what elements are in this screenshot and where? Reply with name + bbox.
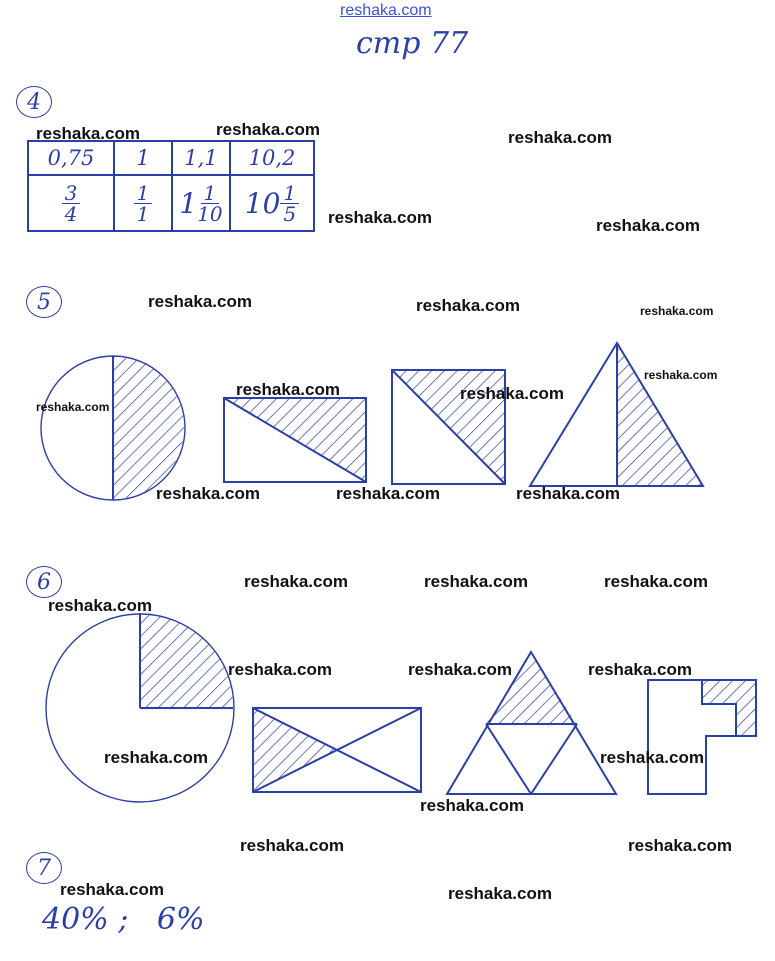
whole-part: 10	[244, 186, 281, 220]
watermark: reshaka.com	[640, 304, 714, 318]
exercise-4-number: 4	[16, 86, 52, 118]
watermark: reshaka.com	[408, 660, 512, 679]
watermark: reshaka.com	[148, 292, 252, 311]
watermark: reshaka.com	[516, 484, 620, 503]
ex5-half-circle-figure	[41, 356, 185, 500]
watermark: reshaka.com	[600, 748, 704, 767]
watermark: reshaka.com	[36, 124, 140, 143]
watermark: reshaka.com	[336, 484, 440, 503]
exercise-6-number: 6	[26, 566, 62, 598]
watermark: reshaka.com	[236, 380, 340, 399]
watermark: reshaka.com	[36, 400, 110, 414]
denominator: 1	[136, 201, 150, 226]
ex5-rectangle-diagonal-figure	[224, 398, 366, 482]
decimal-cell: 0,75	[28, 141, 114, 175]
numerator: 1	[134, 183, 153, 204]
watermark: reshaka.com	[460, 384, 564, 403]
page-label: стр 77	[356, 26, 469, 61]
watermark: reshaka.com	[420, 796, 524, 815]
decimal-cell: 1	[114, 141, 172, 175]
ex6-l-shape-figure	[648, 680, 756, 794]
denominator: 10	[197, 201, 223, 226]
watermark: reshaka.com	[228, 660, 332, 679]
numerator: 3	[62, 183, 81, 204]
watermark: reshaka.com	[628, 836, 732, 855]
decimal-cell: 10,2	[230, 141, 314, 175]
denominator: 4	[64, 201, 78, 226]
watermark: reshaka.com	[104, 748, 208, 767]
watermark: reshaka.com	[244, 572, 348, 591]
whole-part: 1	[179, 186, 198, 220]
watermark: reshaka.com	[48, 596, 152, 615]
ex6-quarter-circle-figure	[46, 613, 234, 802]
exercise-5-number: 5	[26, 286, 62, 318]
watermark: reshaka.com	[424, 572, 528, 591]
watermark: reshaka.com	[416, 296, 520, 315]
watermark: reshaka.com	[216, 120, 320, 139]
watermark: reshaka.com	[448, 884, 552, 903]
site-link[interactable]: reshaka.com	[340, 2, 432, 19]
watermark: reshaka.com	[156, 484, 260, 503]
ex7-answer: 40% ; 6%	[42, 902, 205, 937]
numerator: 1	[280, 183, 299, 204]
numerator: 1	[201, 183, 220, 204]
denominator: 5	[283, 201, 297, 226]
decimal-cell: 1,1	[172, 141, 230, 175]
ex6-rectangle-diagonals-figure	[253, 708, 421, 792]
watermark: reshaka.com	[604, 572, 708, 591]
watermark: reshaka.com	[588, 660, 692, 679]
exercise-7-number: 7	[26, 852, 62, 884]
watermark: reshaka.com	[60, 880, 164, 899]
ex5-triangle-height-figure	[530, 343, 703, 486]
watermark: reshaka.com	[508, 128, 612, 147]
watermark: reshaka.com	[596, 216, 700, 235]
watermark: reshaka.com	[240, 836, 344, 855]
watermark: reshaka.com	[644, 368, 718, 382]
watermark: reshaka.com	[328, 208, 432, 227]
